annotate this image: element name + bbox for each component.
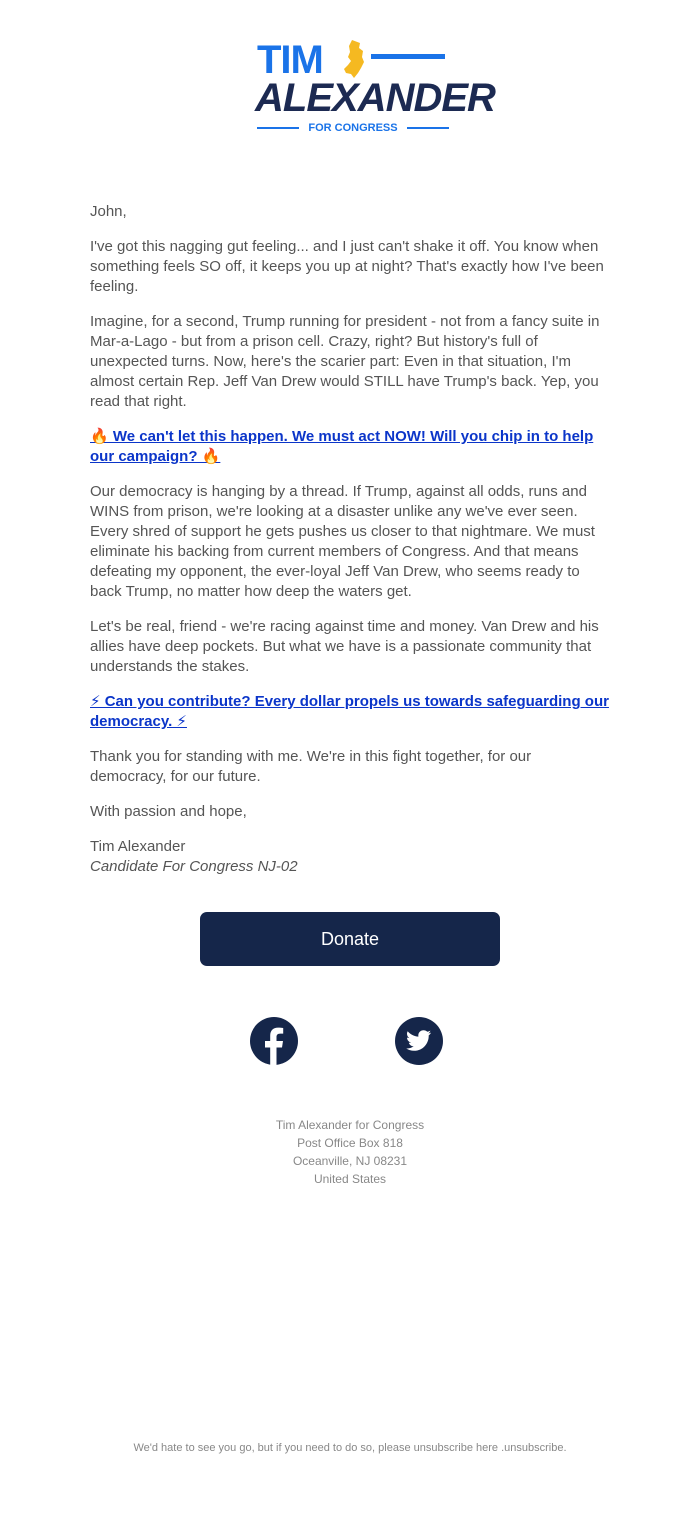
unsubscribe-text[interactable]: We'd hate to see you go, but if you need to do so, please unsubscribe here .unsubscribe. (133, 1442, 567, 1454)
paragraph-3: Our democracy is hanging by a thread. If Trump, against all odds, runs and WINS from prison, we're looking at a disaster unlike any we've ever seen. Every shred of support he gets pushes us closer to that nightmare. We must eliminate his backing from current members of Congress. And that means defeating my opponent, the ever-loyal Jeff Van Drew, who seems ready to back Trump, no matter how deep the waters get. (90, 483, 595, 600)
footer-country: United States (313, 1172, 387, 1186)
paragraph-4: Let's be real, friend - we're racing against time and money. Van Drew and his allies have deep pockets. But what we have is a passionate community that understands the stakes. (90, 618, 599, 675)
twitter-link[interactable] (395, 1017, 443, 1065)
paragraph-2: Imagine, for a second, Trump running for president - not from a fancy suite in Mar-a-Lago - but from a prison cell. Crazy, right? But history's full of unexpected turns. Now, here's the scarier part: Even in that situation, I'm almost certain Rep. Jeff Van Drew would STILL have Trump's back. Yep, you read that right. (90, 313, 600, 410)
logo-tagline-row (257, 120, 449, 136)
campaign-logo (255, 38, 495, 138)
closing: With passion and hope, (90, 803, 247, 820)
donate-link-1[interactable]: 🔥 We can't let this happen. We must act NOW! Will you chip in to help our campaign? 🔥 (90, 428, 594, 465)
new-jersey-state-icon (343, 40, 365, 78)
logo-accent-line (371, 54, 445, 59)
footer-address (150, 1116, 550, 1188)
facebook-link[interactable] (250, 1017, 298, 1065)
signature-name: Tim Alexander (90, 838, 186, 855)
paragraph-1: I've got this nagging gut feeling... and I just can't shake it off. You know when something feels SO off, it keeps you up at night? That's exactly how I've been feeling. (90, 238, 604, 295)
twitter-icon (395, 1017, 443, 1065)
facebook-icon (250, 1017, 298, 1065)
footer-org: Tim Alexander for Congress (275, 1118, 425, 1132)
logo-last-name: ALEXANDER (255, 76, 495, 120)
greeting: John, (90, 203, 127, 220)
donate-link-paragraph-1 (90, 427, 610, 467)
signature (90, 837, 610, 877)
footer-address-line-2: Oceanville, NJ 08231 (292, 1154, 408, 1168)
footer-address-line-1: Post Office Box 818 (297, 1136, 403, 1150)
donate-link-2[interactable]: ⚡ Can you contribute? Every dollar propels us towards safeguarding our democracy. ⚡ (90, 693, 609, 730)
logo-first-name: TIM (257, 38, 323, 82)
paragraph-5: Thank you for standing with me. We're in this fight together, for our democracy, for our future. (90, 748, 532, 785)
logo-tagline: FOR CONGRESS (308, 122, 398, 134)
email-body (90, 202, 610, 892)
logo-tagline-line-left (257, 127, 299, 129)
signature-title: Candidate For Congress NJ-02 (90, 858, 298, 875)
logo-tagline-line-right (407, 127, 449, 129)
donate-link-paragraph-2 (90, 692, 610, 732)
donate-button[interactable]: Donate (200, 912, 500, 966)
